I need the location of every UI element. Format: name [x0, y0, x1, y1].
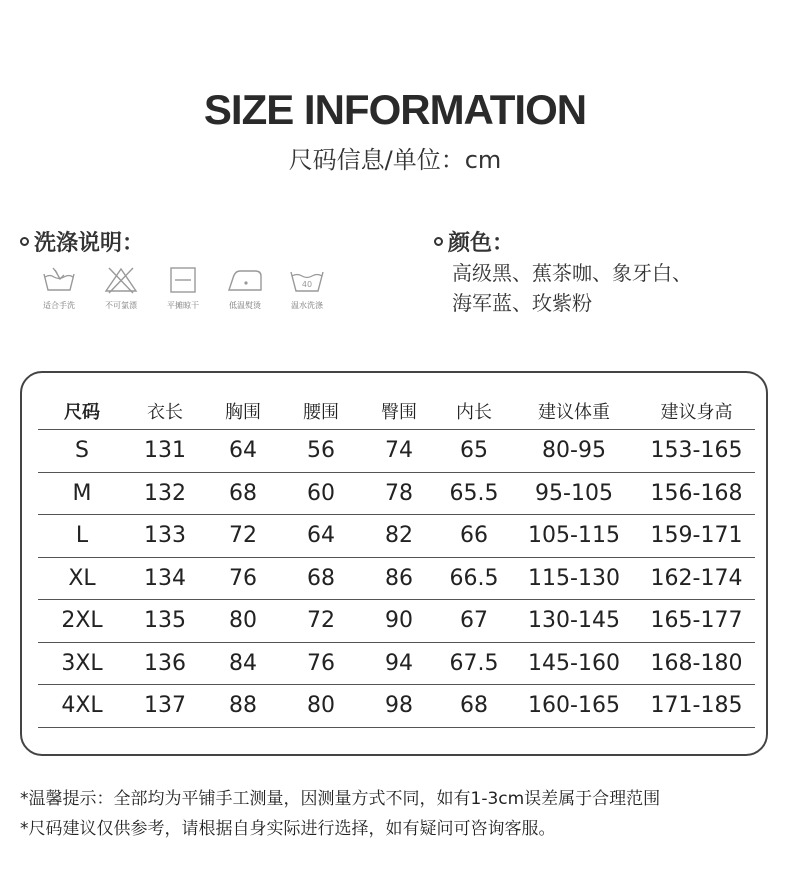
cell-hip: 94 — [360, 642, 438, 685]
cell-chest: 84 — [204, 642, 282, 685]
page-title: SIZE INFORMATION — [203, 86, 587, 133]
hand-wash-icon — [40, 266, 78, 294]
cell-height: 156-168 — [638, 472, 755, 515]
bullet-circle-icon — [20, 237, 29, 246]
cell-size: XL — [38, 557, 126, 600]
cell-size: M — [38, 472, 126, 515]
cell-waist: 72 — [282, 600, 360, 643]
header-waist: 腰围 — [282, 393, 360, 430]
low-iron-icon — [226, 266, 264, 294]
table-row — [38, 642, 755, 685]
cell-hip: 86 — [360, 557, 438, 600]
cell-hip: 74 — [360, 430, 438, 473]
cell-weight: 160-165 — [510, 685, 638, 728]
cell-inseam: 67.5 — [438, 642, 510, 685]
header-size: 尺码 — [38, 393, 126, 430]
wash-icon-item — [216, 266, 274, 311]
cell-size: S — [38, 430, 126, 473]
cell-size: L — [38, 515, 126, 558]
wash-icon-label: 适合手洗 — [43, 301, 75, 310]
header-weight: 建议体重 — [510, 393, 638, 430]
table-row — [38, 430, 755, 473]
page-subtitle: 尺码信息/单位：cm — [288, 146, 502, 174]
header-chest: 胸围 — [204, 393, 282, 430]
color-list-line: 高级黑、蕉茶咖、象牙白、 — [452, 261, 692, 285]
cell-weight: 80-95 — [510, 430, 638, 473]
no-bleach-icon — [102, 266, 140, 294]
warm-wash-icon — [288, 266, 326, 294]
cell-weight: 105-115 — [510, 515, 638, 558]
cell-length: 135 — [126, 600, 204, 643]
cell-weight: 95-105 — [510, 472, 638, 515]
cell-length: 136 — [126, 642, 204, 685]
cell-chest: 68 — [204, 472, 282, 515]
cell-length: 131 — [126, 430, 204, 473]
wash-icon-label: 不可氯漂 — [105, 301, 137, 310]
cell-hip: 98 — [360, 685, 438, 728]
cell-hip: 82 — [360, 515, 438, 558]
table-row — [38, 600, 755, 643]
cell-height: 162-174 — [638, 557, 755, 600]
cell-size: 4XL — [38, 685, 126, 728]
header-length: 衣长 — [126, 393, 204, 430]
cell-chest: 88 — [204, 685, 282, 728]
colors-heading — [434, 226, 514, 257]
wash-icons-row — [30, 266, 336, 311]
wash-heading-label: 洗涤说明： — [34, 231, 145, 256]
cell-hip: 78 — [360, 472, 438, 515]
cell-waist: 56 — [282, 430, 360, 473]
cell-inseam: 65.5 — [438, 472, 510, 515]
wash-icon-item — [92, 266, 150, 311]
cell-chest: 80 — [204, 600, 282, 643]
cell-chest: 64 — [204, 430, 282, 473]
table-row — [38, 515, 755, 558]
size-chart-box — [20, 371, 768, 756]
cell-length: 133 — [126, 515, 204, 558]
color-list-line: 海军蓝、玫紫粉 — [452, 291, 592, 315]
cell-waist: 80 — [282, 685, 360, 728]
cell-size: 3XL — [38, 642, 126, 685]
cell-inseam: 67 — [438, 600, 510, 643]
cell-size: 2XL — [38, 600, 126, 643]
cell-chest: 76 — [204, 557, 282, 600]
table-row — [38, 685, 755, 728]
cell-inseam: 66 — [438, 515, 510, 558]
wash-icon-label: 平摊晾干 — [167, 301, 199, 310]
cell-length: 132 — [126, 472, 204, 515]
header-hip: 臀围 — [360, 393, 438, 430]
table-row — [38, 472, 755, 515]
size-advice-note: *尺码建议仅供参考，请根据自身实际进行选择，如有疑问可咨询客服。 — [20, 819, 556, 839]
cell-inseam: 65 — [438, 430, 510, 473]
table-row — [38, 557, 755, 600]
wash-icon-label: 低温熨烫 — [229, 301, 261, 310]
wash-icon-item — [30, 266, 88, 311]
bullet-circle-icon — [434, 237, 443, 246]
cell-hip: 90 — [360, 600, 438, 643]
colors-heading-label: 颜色： — [448, 231, 515, 256]
cell-weight: 115-130 — [510, 557, 638, 600]
flat-dry-icon — [164, 266, 202, 294]
cell-waist: 76 — [282, 642, 360, 685]
cell-height: 159-171 — [638, 515, 755, 558]
size-table — [38, 393, 755, 728]
header-height: 建议身高 — [638, 393, 755, 430]
cell-height: 153-165 — [638, 430, 755, 473]
cell-height: 168-180 — [638, 642, 755, 685]
wash-icon-label: 温水洗涤 — [291, 301, 323, 310]
color-options — [452, 258, 692, 318]
cell-waist: 64 — [282, 515, 360, 558]
cell-inseam: 66.5 — [438, 557, 510, 600]
cell-length: 137 — [126, 685, 204, 728]
cell-weight: 130-145 — [510, 600, 638, 643]
cell-chest: 72 — [204, 515, 282, 558]
cell-length: 134 — [126, 557, 204, 600]
wash-icon-item — [154, 266, 212, 311]
cell-inseam: 68 — [438, 685, 510, 728]
measurement-note: *温馨提示：全部均为平铺手工测量，因测量方式不同，如有1-3cm误差属于合理范围 — [20, 789, 661, 809]
header-inseam: 内长 — [438, 393, 510, 430]
cell-height: 171-185 — [638, 685, 755, 728]
wash-icon-item — [278, 266, 336, 311]
cell-weight: 145-160 — [510, 642, 638, 685]
cell-height: 165-177 — [638, 600, 755, 643]
table-header-row — [38, 393, 755, 430]
cell-waist: 60 — [282, 472, 360, 515]
wash-temperature-label: 40 — [301, 280, 313, 289]
wash-instructions-heading — [20, 226, 144, 257]
cell-waist: 68 — [282, 557, 360, 600]
